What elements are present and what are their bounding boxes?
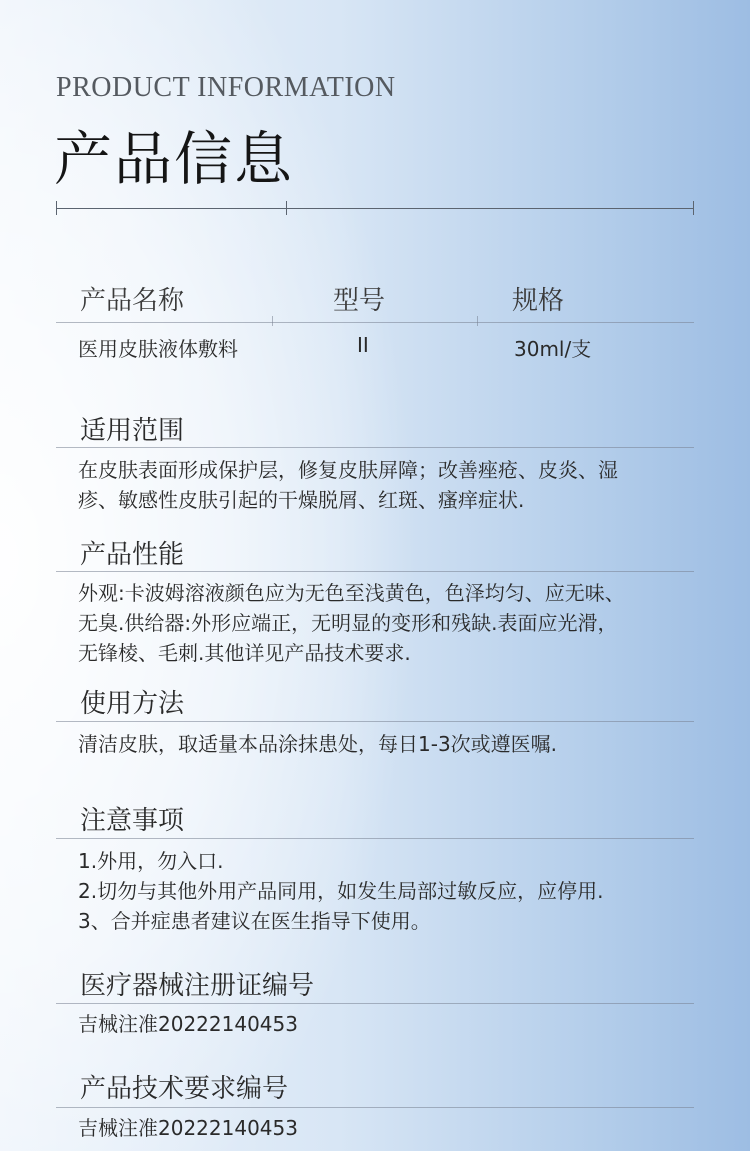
section-divider <box>56 721 694 722</box>
header-title-cn: 产品信息 <box>54 125 295 193</box>
section-body <box>78 578 708 668</box>
tech-requirement-number: 吉械注准20222140453 <box>78 1116 298 1140</box>
section-title: 产品技术要求编号 <box>80 1074 289 1104</box>
table-column-tick <box>272 316 273 326</box>
section-divider <box>56 1003 694 1004</box>
table-header-spec: 规格 <box>512 286 565 316</box>
table-cell-model: II <box>357 333 369 357</box>
caution-item: 3、合并症患者建议在医生指导下使用。 <box>78 909 431 933</box>
table-cell-spec: 30ml/支 <box>514 337 592 361</box>
section-title: 产品性能 <box>80 540 185 570</box>
section-body <box>78 455 708 515</box>
body-line: 无臭.供给器:外形应端正，无明显的变形和残缺.表面应光滑， <box>78 611 618 635</box>
header-divider <box>56 208 694 209</box>
header-divider-tick-right <box>693 201 694 215</box>
section-divider <box>56 447 694 448</box>
section-body <box>78 729 708 759</box>
section-title: 医疗器械注册证编号 <box>80 971 315 1001</box>
table-header-model: 型号 <box>333 286 386 316</box>
section-title: 使用方法 <box>80 689 185 719</box>
table-cell-name: 医用皮肤液体敷料 <box>78 337 238 361</box>
section-divider <box>56 1107 694 1108</box>
header-divider-tick-middle <box>286 201 287 215</box>
body-line: 疹、敏感性皮肤引起的干燥脱屑、红斑、瘙痒症状. <box>78 488 525 512</box>
section-body <box>78 1113 708 1143</box>
registration-number: 吉械注准20222140453 <box>78 1012 298 1036</box>
header-divider-tick-left <box>56 201 57 215</box>
body-line: 外观:卡波姆溶液颜色应为无色至浅黄色，色泽均匀、应无味、 <box>78 581 625 605</box>
table-column-tick <box>477 316 478 326</box>
section-divider <box>56 838 694 839</box>
body-line: 在皮肤表面形成保护层，修复皮肤屏障；改善痤疮、皮炎、湿 <box>78 458 618 482</box>
section-divider <box>56 571 694 572</box>
body-line: 无锋棱、毛刺.其他详见产品技术要求. <box>78 641 411 665</box>
section-title: 注意事项 <box>80 806 185 836</box>
table-header-name: 产品名称 <box>80 286 185 316</box>
caution-list <box>78 846 708 936</box>
body-line: 清洁皮肤，取适量本品涂抹患处，每日1-3次或遵医嘱. <box>78 732 558 756</box>
caution-item: 2.切勿与其他外用产品同用，如发生局部过敏反应，应停用. <box>78 879 604 903</box>
header-title-en: PRODUCT INFORMATION <box>56 72 396 103</box>
table-divider <box>56 322 694 323</box>
section-title: 适用范围 <box>80 416 185 446</box>
section-body <box>78 1009 708 1039</box>
caution-item: 1.外用，勿入口. <box>78 849 224 873</box>
